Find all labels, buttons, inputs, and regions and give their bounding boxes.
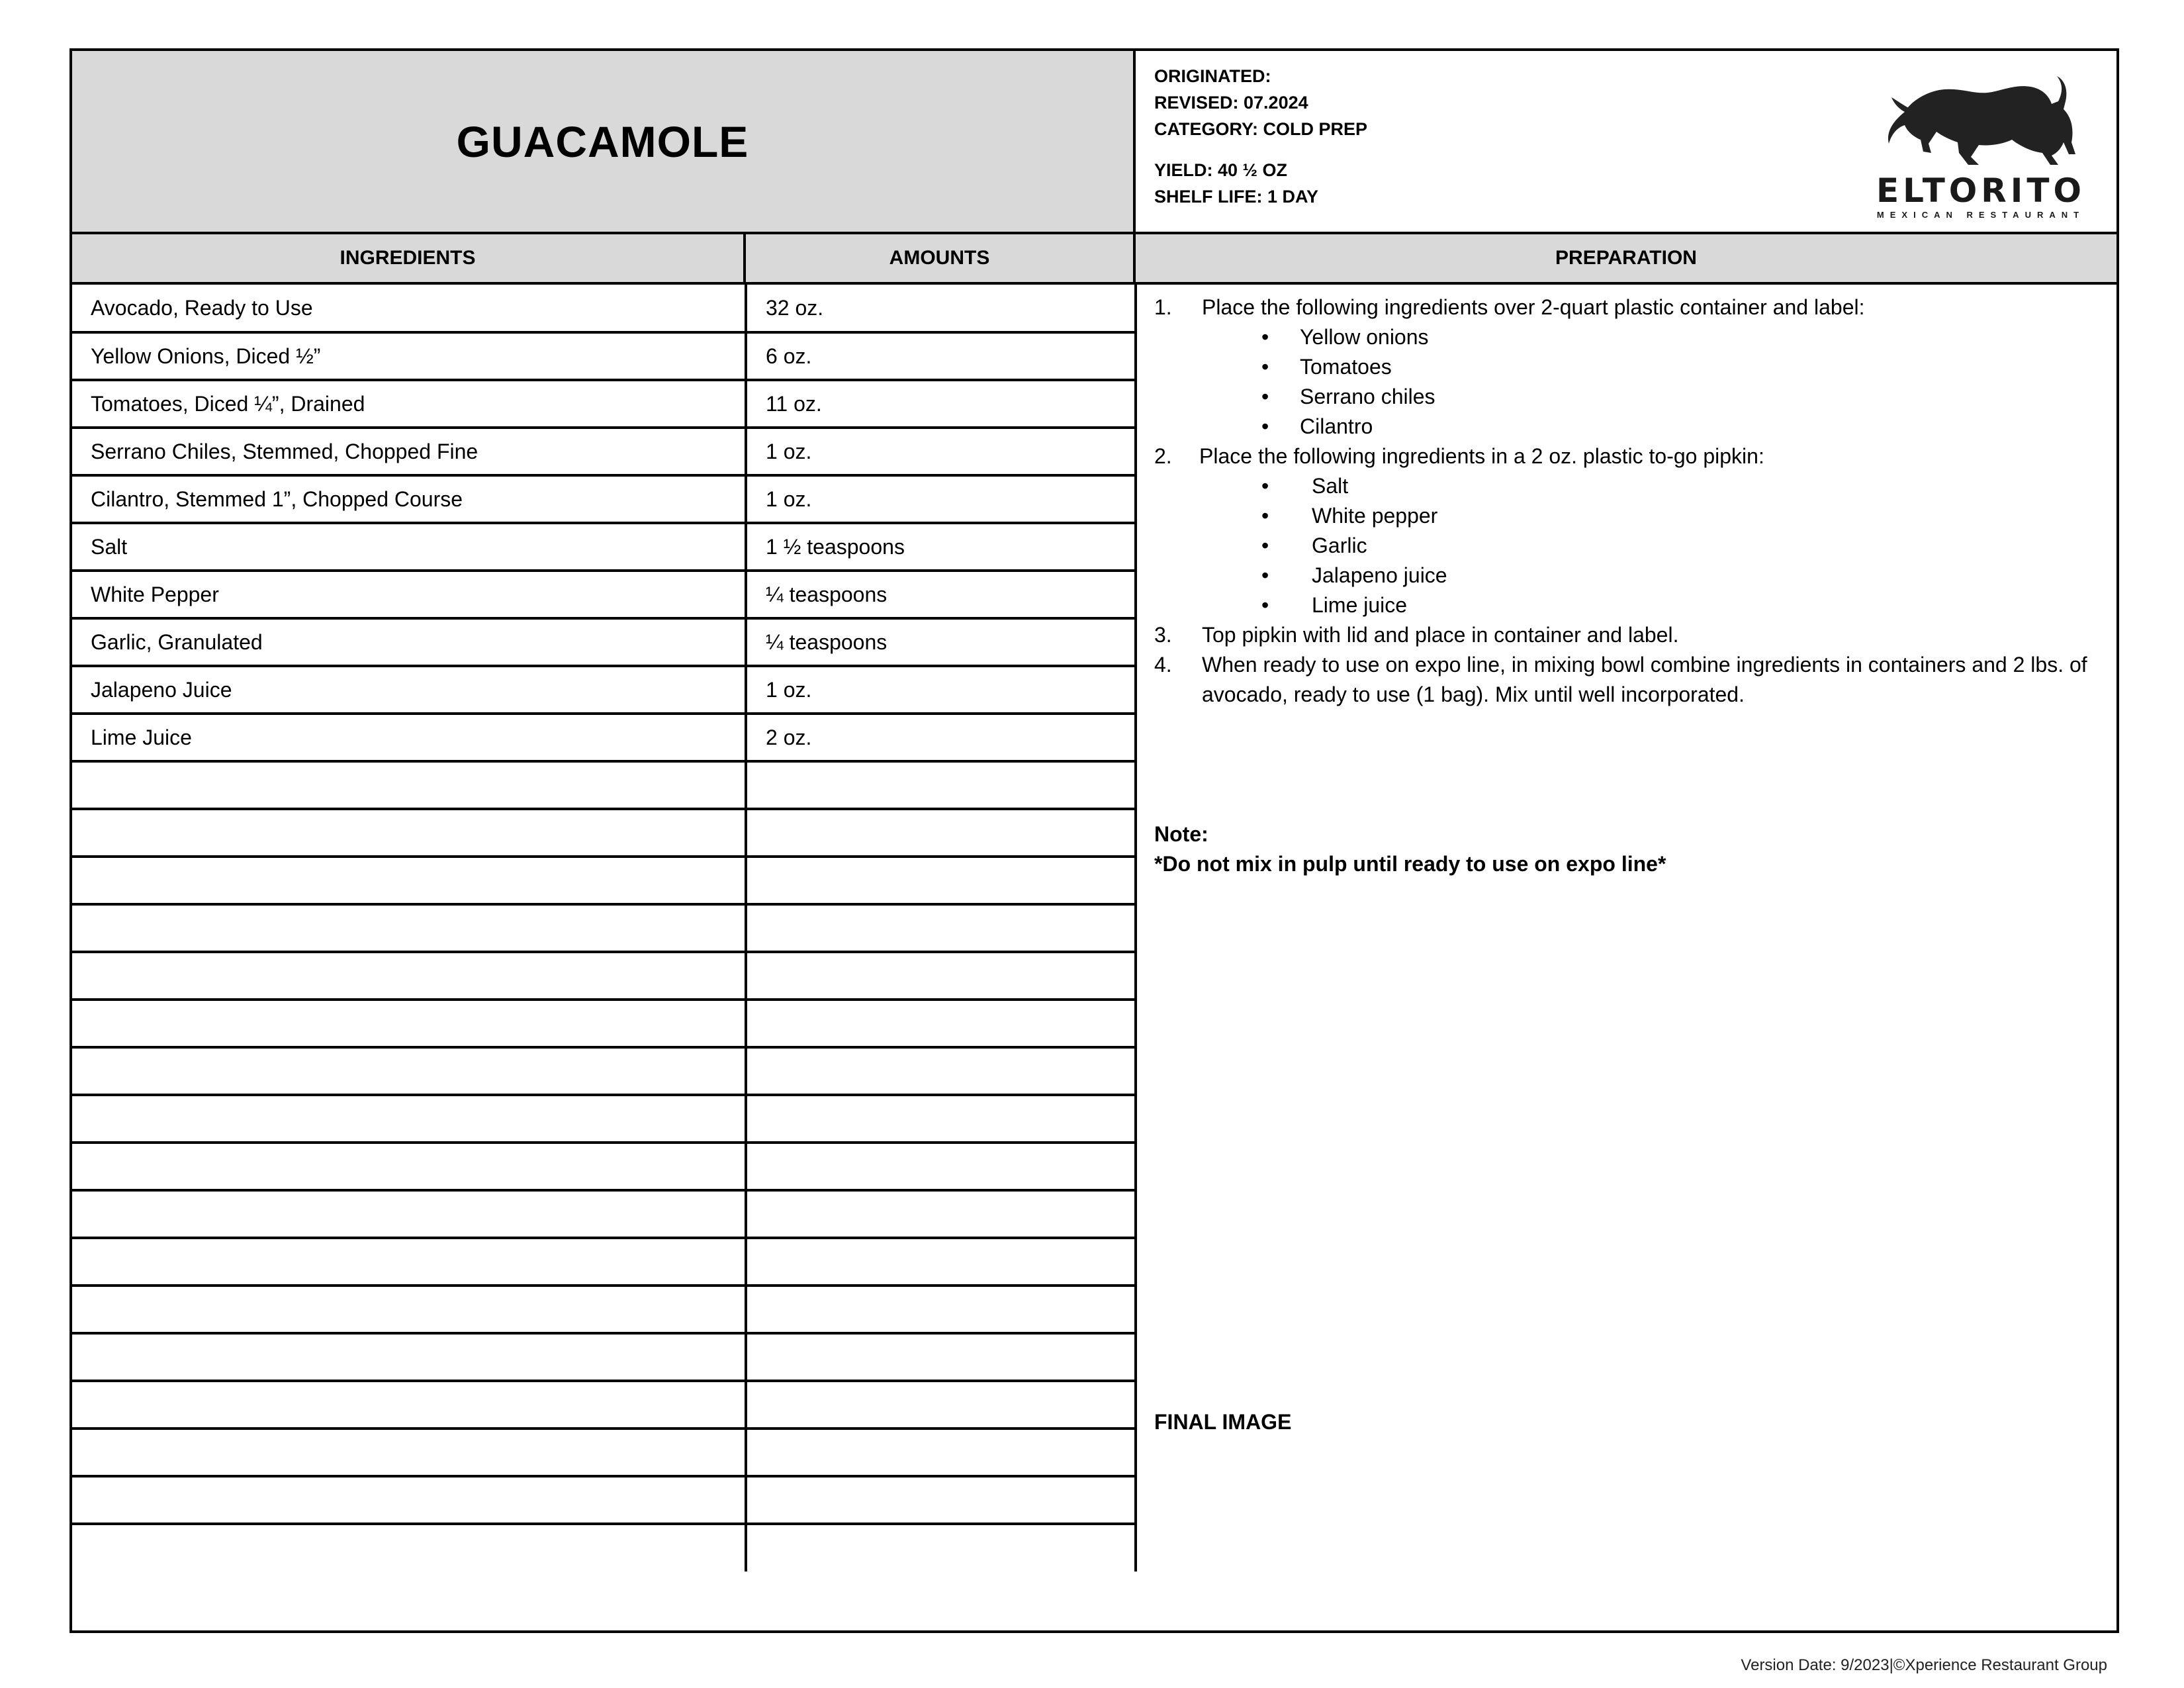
ingredient-amount: 6 oz. xyxy=(746,332,1136,380)
ingredient-name xyxy=(72,1333,746,1381)
step-number: 3. xyxy=(1154,623,1172,647)
ingredient-name xyxy=(72,1000,746,1047)
step-text: Place the following ingredients over 2-quart plastic container and label: xyxy=(1202,295,1865,319)
ingredient-name xyxy=(72,1476,746,1524)
logo-wordmark: ELTORITO xyxy=(1876,171,2086,210)
table-row xyxy=(72,666,1136,714)
table-row xyxy=(72,714,1136,761)
ingredient-name: Garlic, Granulated xyxy=(72,618,746,666)
category-line: CATEGORY: COLD PREP xyxy=(1154,119,1368,139)
prep-note xyxy=(1154,820,1666,879)
table-row xyxy=(72,1429,1136,1476)
ingredient-amount xyxy=(746,1524,1136,1571)
ingredient-name xyxy=(72,1095,746,1143)
ingredient-name: Salt xyxy=(72,523,746,571)
table-row xyxy=(72,1190,1136,1238)
ingredient-amount: 32 oz. xyxy=(746,285,1136,332)
table-row xyxy=(72,332,1136,380)
bull-logo-icon xyxy=(1865,71,2097,170)
table-row xyxy=(72,1238,1136,1286)
preparation-header: PREPARATION xyxy=(1136,234,2116,285)
table-row xyxy=(72,1143,1136,1190)
table-row xyxy=(72,1047,1136,1095)
step-text: Place the following ingredients in a 2 oz. plastic to-go pipkin: xyxy=(1199,444,1764,468)
ingredient-name: Lime Juice xyxy=(72,714,746,761)
ingredient-amount: 1 oz. xyxy=(746,428,1136,475)
ingredient-amount xyxy=(746,1429,1136,1476)
ingredient-name xyxy=(72,857,746,904)
ingredient-name: Serrano Chiles, Stemmed, Chopped Fine xyxy=(72,428,746,475)
ingredient-amount xyxy=(746,1333,1136,1381)
ingredient-name: Yellow Onions, Diced ½” xyxy=(72,332,746,380)
ingredient-amount xyxy=(746,1047,1136,1095)
table-row xyxy=(72,285,1136,332)
ingredient-name: Cilantro, Stemmed 1”, Chopped Course xyxy=(72,475,746,523)
yield-line: YIELD: 40 ½ OZ xyxy=(1154,160,1288,180)
table-row xyxy=(72,952,1136,1000)
ingredient-amount xyxy=(746,1238,1136,1286)
ingredient-amount: 11 oz. xyxy=(746,380,1136,428)
el-torito-logo xyxy=(1865,71,2097,220)
step-number: 1. xyxy=(1154,295,1172,319)
ingredient-amount xyxy=(746,1190,1136,1238)
shelf-life-line: SHELF LIFE: 1 DAY xyxy=(1154,187,1319,207)
table-row xyxy=(72,761,1136,809)
recipe-card xyxy=(69,48,2119,1633)
title-cell xyxy=(72,51,1136,234)
note-label: Note: xyxy=(1154,822,1208,846)
ingredient-amount xyxy=(746,952,1136,1000)
table-row xyxy=(72,475,1136,523)
ingredient-amount xyxy=(746,1095,1136,1143)
step-number: 2. xyxy=(1154,444,1172,468)
ingredient-amount: 1 oz. xyxy=(746,475,1136,523)
version-footer: Version Date: 9/2023|©Xperience Restaurant Group xyxy=(1741,1656,2107,1674)
ingredient-amount: ¼ teaspoons xyxy=(746,618,1136,666)
table-row xyxy=(72,809,1136,857)
ingredient-name: White Pepper xyxy=(72,571,746,618)
table-row xyxy=(72,571,1136,618)
ingredient-amount xyxy=(746,761,1136,809)
step-text: Top pipkin with lid and place in container and label. xyxy=(1202,623,1679,647)
table-row xyxy=(72,1381,1136,1429)
table-row xyxy=(72,904,1136,952)
ingredients-table xyxy=(72,285,1137,1571)
table-row xyxy=(72,1095,1136,1143)
table-row xyxy=(72,1476,1136,1524)
ingredient-name xyxy=(72,1286,746,1333)
ingredient-amount xyxy=(746,1476,1136,1524)
ingredient-amount xyxy=(746,1381,1136,1429)
ingredient-amount xyxy=(746,1143,1136,1190)
table-row xyxy=(72,1524,1136,1571)
ingredient-name xyxy=(72,1429,746,1476)
final-image-label: FINAL IMAGE xyxy=(1154,1410,1292,1434)
table-row xyxy=(72,1000,1136,1047)
table-row xyxy=(72,857,1136,904)
ingredient-name xyxy=(72,904,746,952)
ingredient-name: Tomatoes, Diced ¼”, Drained xyxy=(72,380,746,428)
ingredient-amount: ¼ teaspoons xyxy=(746,571,1136,618)
logo-tagline: MEXICAN RESTAURANT xyxy=(1876,210,2085,220)
meta-cell xyxy=(1136,51,2116,234)
table-row xyxy=(72,618,1136,666)
ingredient-name xyxy=(72,1524,746,1571)
ingredient-amount xyxy=(746,1000,1136,1047)
recipe-meta xyxy=(1154,63,1367,210)
ingredient-name xyxy=(72,952,746,1000)
table-row xyxy=(72,428,1136,475)
table-row xyxy=(72,380,1136,428)
ingredient-name xyxy=(72,1238,746,1286)
recipe-title: GUACAMOLE xyxy=(456,117,749,166)
ingredient-name: Jalapeno Juice xyxy=(72,666,746,714)
ingredient-amount xyxy=(746,809,1136,857)
ingredient-amount: 1 ½ teaspoons xyxy=(746,523,1136,571)
step-number: 4. xyxy=(1154,653,1172,677)
ingredient-name: Avocado, Ready to Use xyxy=(72,285,746,332)
ingredient-name xyxy=(72,1190,746,1238)
ingredient-name xyxy=(72,1381,746,1429)
ingredient-name xyxy=(72,809,746,857)
table-row xyxy=(72,523,1136,571)
ingredient-amount xyxy=(746,1286,1136,1333)
originated-line: ORIGINATED: xyxy=(1154,66,1271,86)
ingredient-amount xyxy=(746,904,1136,952)
amounts-header: AMOUNTS xyxy=(746,234,1136,285)
ingredient-amount xyxy=(746,857,1136,904)
step-text: When ready to use on expo line, in mixing bowl combine ingredients in containers and 2 lbs. of avocado, ready to use (1 bag). Mix until well incorporated. xyxy=(1202,653,2087,706)
ingredient-amount: 2 oz. xyxy=(746,714,1136,761)
table-row xyxy=(72,1333,1136,1381)
ingredient-name xyxy=(72,761,746,809)
revised-line: REVISED: 07.2024 xyxy=(1154,93,1308,113)
ingredients-header: INGREDIENTS xyxy=(72,234,746,285)
ingredient-name xyxy=(72,1047,746,1095)
ingredient-name xyxy=(72,1143,746,1190)
table-row xyxy=(72,1286,1136,1333)
ingredient-amount: 1 oz. xyxy=(746,666,1136,714)
note-text: *Do not mix in pulp until ready to use on expo line* xyxy=(1154,852,1666,876)
preparation-cell: 1. Place the following ingredients over 2-quart plastic container and label: • Yellow onions • Tomatoes • Serrano chiles • Cilantro 2. Place the following ingredients in a 2 oz. plastic to-go pipkin: • Salt • White pepper • Garlic • Jalapeno juice • Lime juice 3. Top pipkin with lid and place in container and label. 4. When ready to use on expo line, in mixing bowl combine ingredients in containers and 2 lbs. of avocado, ready to use (1 bag). Mix until well incorporated. Note: *Do not mix in pulp until ready to use on expo line* FINAL IMAGE xyxy=(1136,285,2116,1630)
